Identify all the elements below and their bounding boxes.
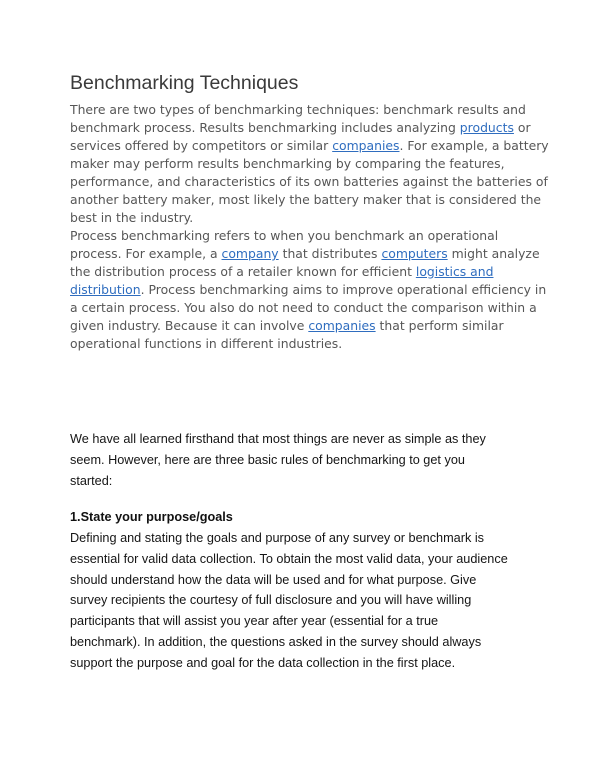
text-span: benchmark process. Results benchmarking includes analyzing xyxy=(70,120,460,135)
text-span: or xyxy=(513,120,531,135)
text-line: started: xyxy=(70,473,113,488)
text-span: . Process benchmarking aims to improve operational efficiency in xyxy=(140,282,547,297)
text-line: seem. However, here are three basic rules of benchmarking to get you xyxy=(70,452,465,467)
text-line: operational functions in different industries. xyxy=(70,336,343,351)
link-logistics-and-distribution-cont[interactable]: distribution xyxy=(70,282,141,297)
text-span: that perform similar xyxy=(375,318,504,333)
link-companies[interactable]: companies xyxy=(332,138,400,153)
text-line: We have all learned firsthand that most things are never as simple as they xyxy=(70,432,486,446)
text-span: . For example, a battery xyxy=(399,138,549,153)
text-span: might analyze xyxy=(447,246,540,261)
link-logistics-and-distribution[interactable]: logistics and xyxy=(415,264,494,279)
document-title: Benchmarking Techniques xyxy=(70,72,299,94)
text-line: There are two types of benchmarking techniques: benchmark results and xyxy=(70,102,526,117)
paragraph-rule-1 xyxy=(70,528,540,674)
link-company[interactable]: company xyxy=(221,246,279,261)
paragraph-intro-rules xyxy=(70,429,540,491)
text-line: should understand how the data will be used and for what purpose. Give xyxy=(70,572,477,587)
text-line xyxy=(70,119,534,137)
text-line: support the purpose and goal for the data collection in the first place. xyxy=(70,655,456,670)
text-line xyxy=(70,317,534,335)
text-line: Defining and stating the goals and purpose of any survey or benchmark is xyxy=(70,531,484,545)
text-span: services offered by competitors or similar xyxy=(70,138,333,153)
text-span: given industry. Because it can involve xyxy=(70,318,309,333)
text-span: process. For example, a xyxy=(70,246,222,261)
text-line: survey recipients the courtesy of full disclosure and you will have willing xyxy=(70,593,472,608)
text-line xyxy=(70,137,549,155)
link-computers[interactable]: computers xyxy=(381,246,448,261)
text-line xyxy=(70,245,540,263)
text-line: performance, and characteristics of its own batteries against the batteries of xyxy=(70,174,548,189)
text-line: participants that will assist you year after year (essential for a true xyxy=(70,614,439,629)
text-span: the distribution process of a retailer known for efficient xyxy=(70,264,416,279)
link-products[interactable]: products xyxy=(459,120,514,135)
text-line: best in the industry. xyxy=(70,210,194,225)
text-line: maker may perform results benchmarking by comparing the features, xyxy=(70,156,505,171)
text-line xyxy=(70,281,547,299)
paragraph-benchmark-types xyxy=(70,101,549,353)
text-line: a certain process. You also do not need to conduct the comparison within a xyxy=(70,300,537,315)
text-line: Process benchmarking refers to when you benchmark an operational xyxy=(70,228,499,243)
text-line: essential for valid data collection. To obtain the most valid data, your audience xyxy=(70,551,508,566)
rule-1-heading: 1.State your purpose/goals xyxy=(70,510,233,524)
text-line xyxy=(70,263,534,281)
link-companies-2[interactable]: companies xyxy=(308,318,376,333)
text-line: another battery maker, most likely the battery maker that is considered the xyxy=(70,192,542,207)
text-span: that distributes xyxy=(278,246,382,261)
text-line: benchmark). In addition, the questions asked in the survey should always xyxy=(70,634,482,649)
